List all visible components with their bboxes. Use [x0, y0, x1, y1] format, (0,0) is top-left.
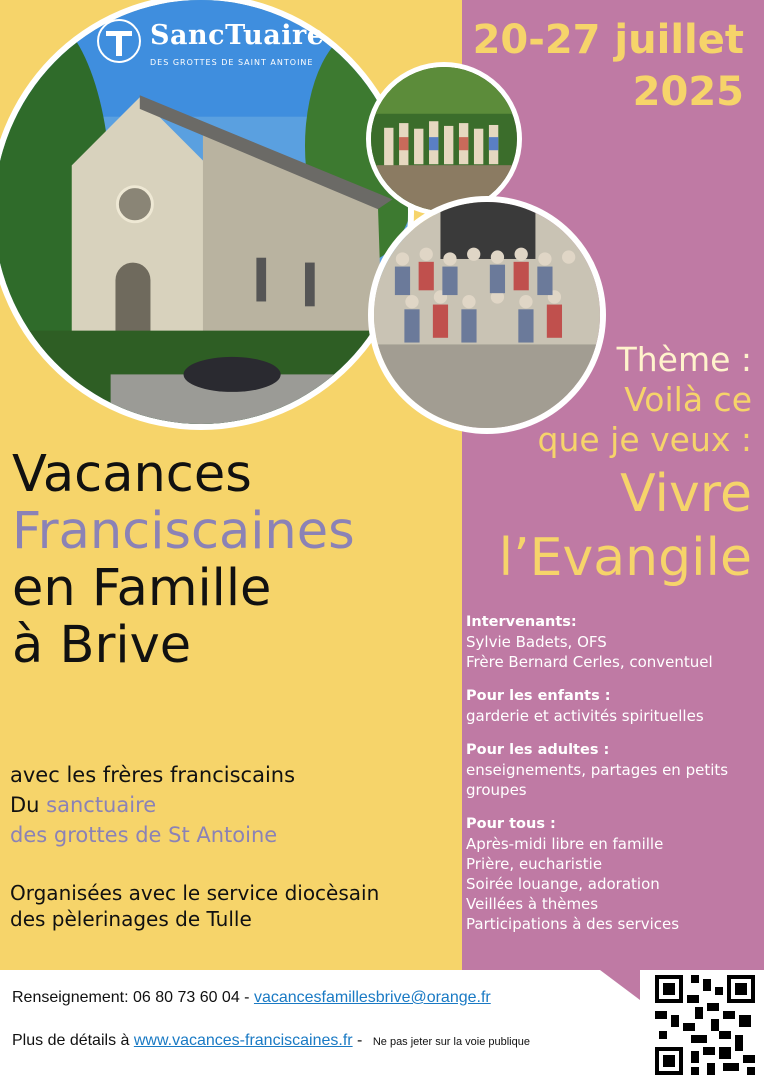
qr-code-icon[interactable] — [655, 975, 755, 1075]
everyone-line: Soirée louange, adoration — [466, 875, 660, 893]
dates-line-1: 20-27 juillet — [472, 17, 744, 63]
logo-name: SancTuaire — [150, 20, 325, 51]
tau-cross-icon — [96, 18, 142, 64]
title-line-2: Franciscaines — [12, 502, 355, 561]
speakers-group — [466, 612, 762, 672]
everyone-line: Participations à des services — [466, 915, 680, 933]
event-dates — [454, 14, 744, 118]
email-link[interactable]: vacancesfamillesbrive@orange.fr — [253, 989, 491, 1006]
sanctuaire-logo — [96, 18, 325, 68]
page-fold-decoration — [600, 970, 640, 1000]
theme-label: Thème : — [616, 340, 752, 379]
theme-line-4: l’Evangile — [498, 528, 752, 588]
details-line — [12, 1032, 530, 1050]
title-line-3: en Famille — [12, 559, 272, 618]
speakers-heading: Intervenants: — [466, 614, 577, 630]
adults-line: enseignements, partages en petits — [466, 761, 729, 779]
theme-line-3: Vivre — [620, 464, 752, 524]
speaker-line: Sylvie Badets, OFS — [466, 633, 607, 651]
everyone-line: Après-midi libre en famille — [466, 835, 664, 853]
speaker-line: Frère Bernard Cerles, conventuel — [466, 653, 713, 671]
subtitle-line-2 — [10, 790, 295, 820]
title-line-4: à Brive — [12, 616, 192, 675]
subtitle-line-1: avec les frères franciscains — [10, 763, 296, 787]
details-label: Plus de détails à — [12, 1032, 134, 1049]
adults-line: groupes — [466, 781, 527, 799]
contact-line — [12, 989, 491, 1007]
children-heading: Pour les enfants : — [466, 688, 611, 704]
theme-line-1: Voilà ce — [624, 380, 752, 419]
organized-line-2: des pèlerinages de Tulle — [10, 907, 252, 931]
logo-subtitle: DES GROTTES DE SAINT ANTOINE — [150, 58, 314, 67]
adults-heading: Pour les adultes : — [466, 742, 610, 758]
friars-subtitle — [10, 760, 295, 850]
everyone-heading: Pour tous : — [466, 816, 556, 832]
organized-line-1: Organisées avec le service diocèsain — [10, 881, 380, 905]
everyone-line: Veillées à thèmes — [466, 895, 599, 913]
adults-group — [466, 740, 762, 800]
page-title — [12, 446, 355, 674]
children-line: garderie et activités spirituelles — [466, 707, 704, 725]
theme-line-2: que je veux : — [537, 420, 752, 459]
subtitle-line-2-prefix: Du — [10, 793, 47, 817]
program-info — [466, 612, 762, 948]
dates-line-2: 2025 — [632, 69, 744, 115]
organized-by — [10, 880, 379, 932]
title-line-1: Vacances — [12, 445, 252, 504]
subtitle-line-3: des grottes de St Antoine — [10, 823, 278, 847]
subtitle-line-2-highlight: sanctuaire — [46, 793, 157, 817]
website-link[interactable]: www.vacances-franciscaines.fr — [133, 1032, 353, 1049]
litter-note: Ne pas jeter sur la voie publique — [372, 1036, 530, 1048]
phone-label: Renseignement: 06 80 73 60 04 - — [12, 989, 254, 1006]
details-separator: - — [352, 1032, 367, 1049]
contact-bar — [0, 970, 764, 1080]
children-group — [466, 686, 762, 726]
theme-block — [462, 340, 752, 588]
everyone-line: Prière, eucharistie — [466, 855, 603, 873]
everyone-group — [466, 814, 762, 934]
